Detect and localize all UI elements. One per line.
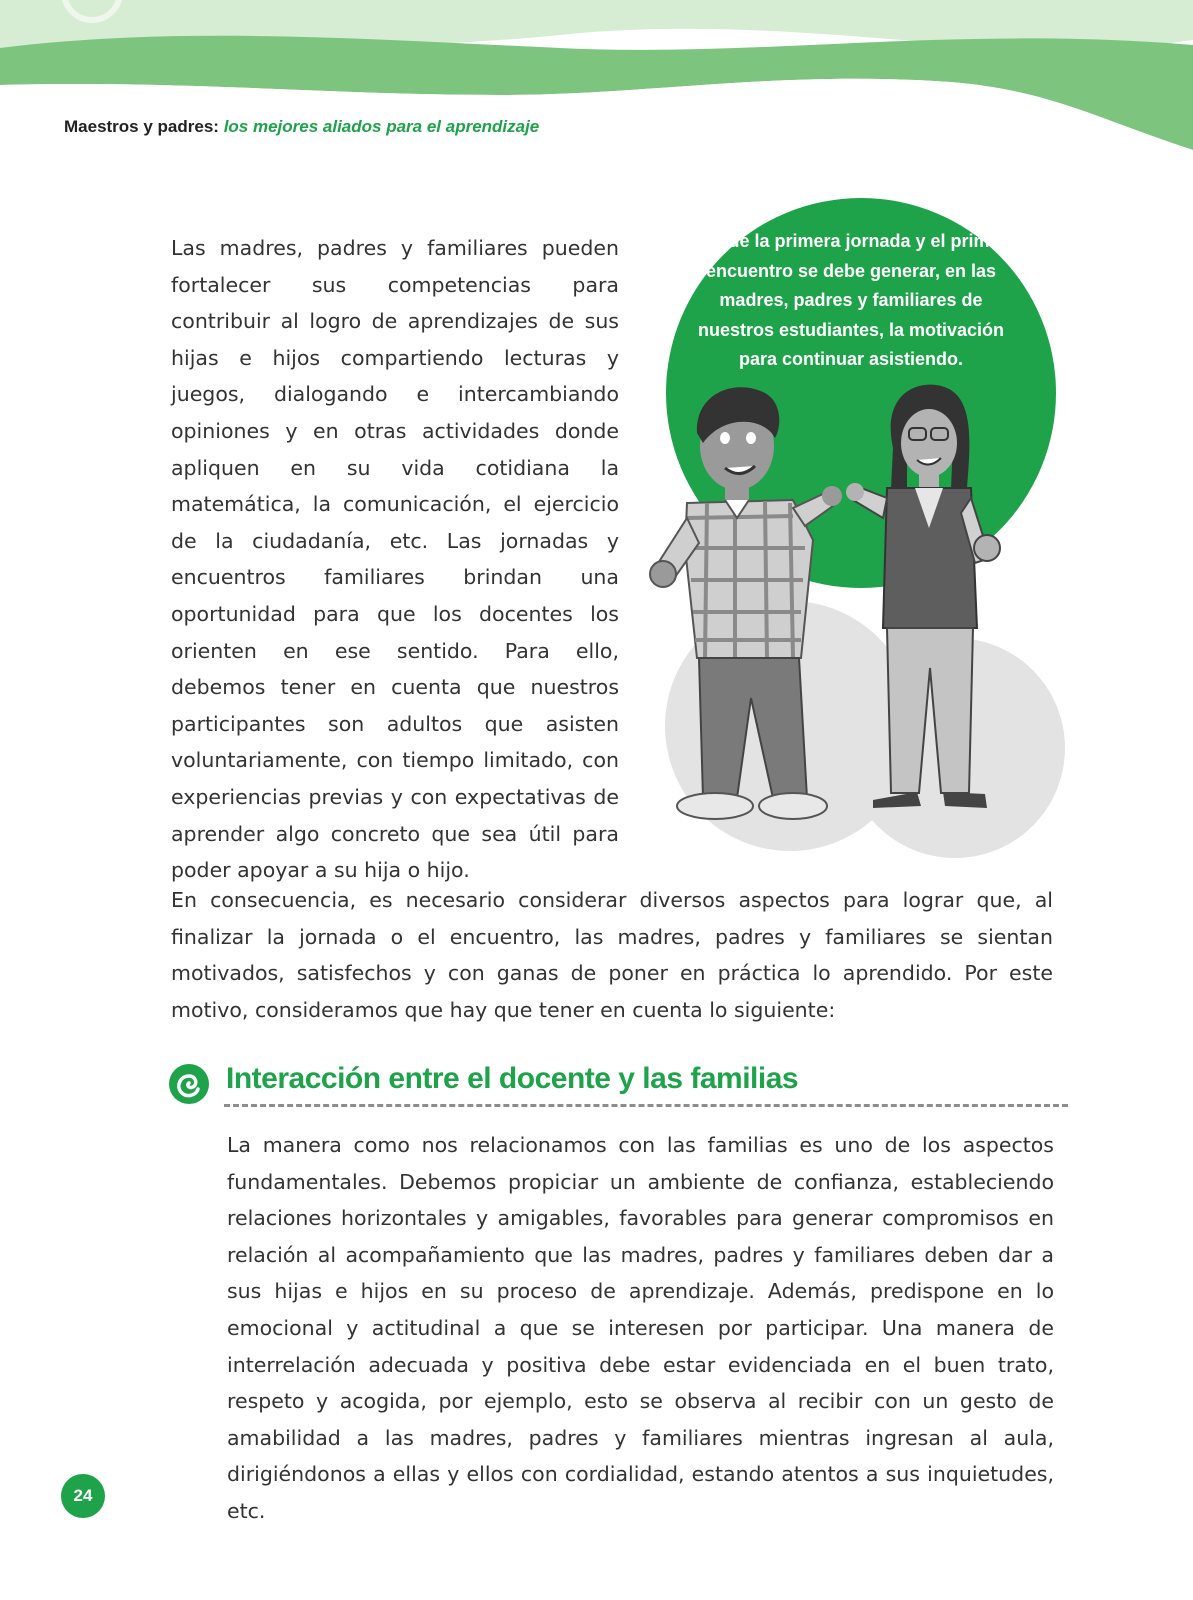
- running-head-main: Maestros y padres:: [64, 117, 219, 136]
- consequence-paragraph: En consecuencia, es necesario considerar diversos aspectos para lograr que, al finalizar la jornada o el encuentro, las madres, padres y familiares se sientan motivados, satisfechos y con ganas de poner en práctica lo aprendido. Por este motivo, consideramos que hay que tener en cuenta lo siguiente:: [171, 888, 1053, 1022]
- running-head: [64, 117, 539, 137]
- spiral-icon: [168, 1063, 210, 1105]
- section-heading: [168, 1060, 1068, 1110]
- page-number: 24: [61, 1474, 105, 1518]
- section-title: Interacción entre el docente y las familias: [226, 1062, 799, 1095]
- section-body-paragraph: La manera como nos relacionamos con las familias es uno de los aspectos fundamentales. Debemos propiciar un ambiente de confianza, estableciendo relaciones horizontales y amigables, favorables para generar compromisos en relación al acompañamiento que las madres, padres y familiares deben dar a sus hijas e hijos en su proceso de aprendizaje. Además, predispone en lo emocional y actitudinal a que se interesen por participar. Una manera de interrelación adecuada y positiva debe estar evidenciada en el buen trato, respeto y acogida, por ejemplo, esto se observa al recibir con un gesto de amabilidad a las madres, padres y familiares mientras ingresan al aula, dirigiéndonos a ellas y ellos con cordialidad, estando atentos a sus inquietudes, etc.: [227, 1133, 1054, 1523]
- intro-paragraph: Las madres, padres y familiares pueden fortalecer sus competencias para contribuir al logro de aprendizajes de sus hijas e hijos compartiendo lecturas y juegos, dialogando e intercambiando opiniones y en otras actividades donde apliquen en su vida cotidiana la matemática, la comunicación, el ejercicio de la ciudadanía, etc. Las jornadas y encuentros familiares brindan una oportunidad para que los docentes los orienten en ese sentido. Para ello, debemos tener en cuenta que nuestros participantes son adultos que asisten voluntariamente, con tiempo limitado, con experiencias previas y con expectativas de aprender algo concreto que sea útil para poder apoyar a su hija o hijo.: [171, 236, 619, 883]
- callout-text: Desde la primera jornada y el primer encuentro se debe generar, en las madres, padres y familiares de nuestros estudiantes, la motivación para continuar asistiendo.: [695, 231, 1007, 369]
- section-divider: [224, 1104, 1068, 1107]
- running-head-subtitle: los mejores aliados para el aprendizaje: [223, 117, 540, 136]
